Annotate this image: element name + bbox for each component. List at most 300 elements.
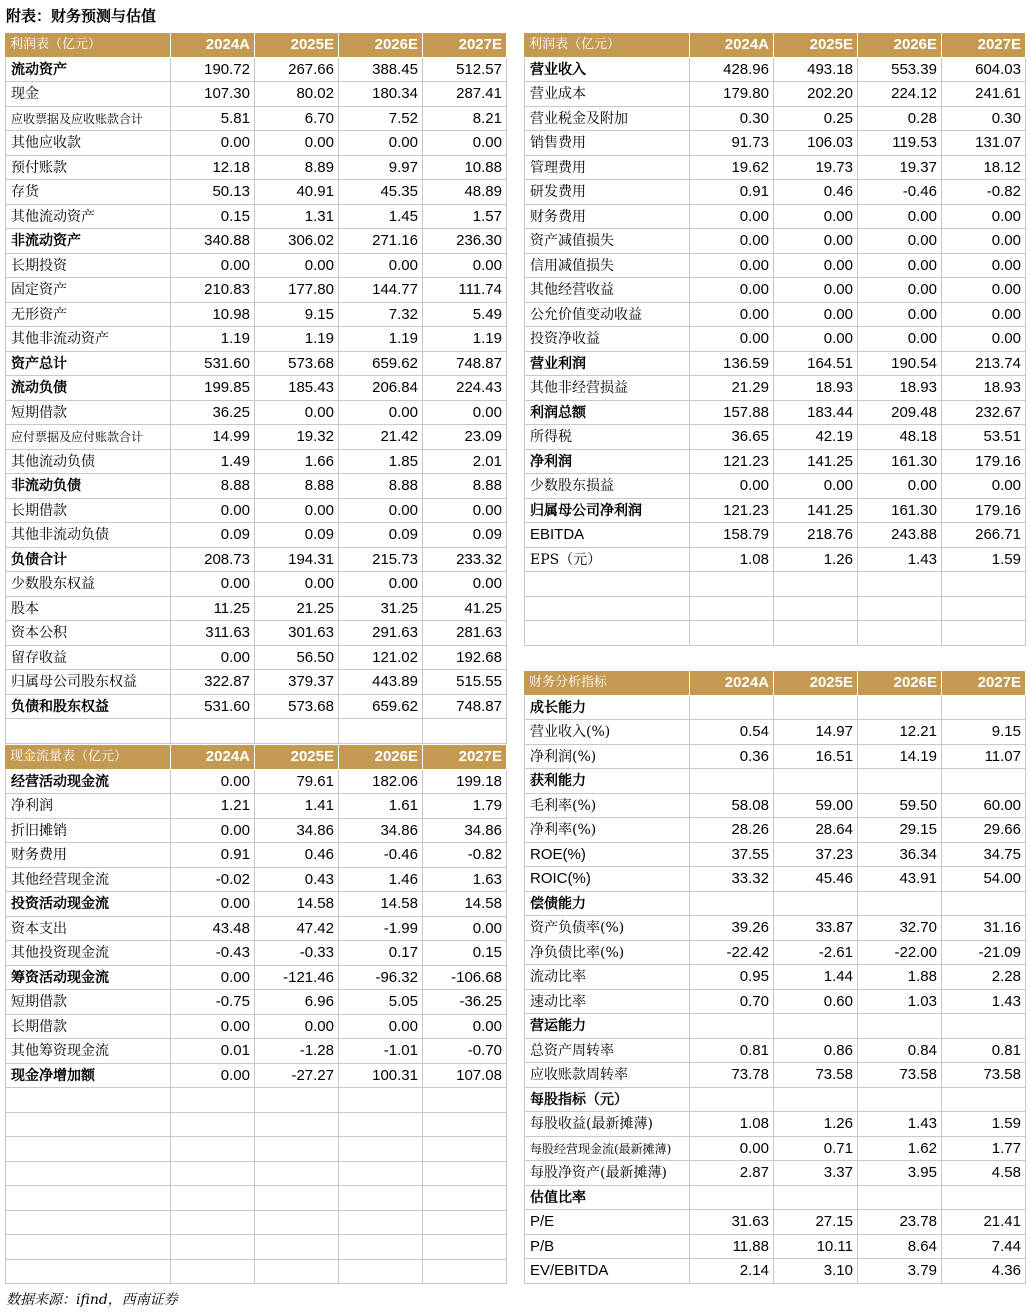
cf-cell: -106.68 [423,966,507,991]
bs-cell: 8.88 [255,474,339,499]
rt-row [524,818,1026,843]
rt-row-label: 速动比率 [524,990,690,1015]
bs-cell: 6.70 [255,107,339,132]
bs-row-label [5,719,171,744]
bs-header-year: 2026E [339,33,423,58]
cf-cell: 100.31 [339,1064,423,1089]
is-cell: 0.00 [774,229,858,254]
cf-row [5,843,507,868]
cf-row [5,917,507,942]
is-cell: 19.73 [774,156,858,181]
rt-cell [690,1186,774,1211]
is-header-year: 2025E [774,33,858,58]
rt-row-label: 资产负债率(%) [524,916,690,941]
is-cell: 179.16 [942,499,1026,524]
cf-row-label [5,1088,171,1113]
rt-row-label: 营业收入(%) [524,720,690,745]
bs-cell: 194.31 [255,548,339,573]
is-row-label: 财务费用 [524,205,690,230]
rt-cell: -22.42 [690,941,774,966]
cf-cell: 6.96 [255,990,339,1015]
is-row-label: 营业收入 [524,58,690,83]
bs-row-label: 其他非流动负债 [5,523,171,548]
bs-header-year: 2025E [255,33,339,58]
is-cell: 190.54 [858,352,942,377]
bs-cell: 0.00 [171,499,255,524]
bs-row-label: 其他流动资产 [5,205,171,230]
bs-cell: 0.15 [171,205,255,230]
cf-row-label: 折旧摊销 [5,819,171,844]
is-cell: 42.19 [774,425,858,450]
rt-row-label: 总资产周转率 [524,1039,690,1064]
bs-cell: 177.80 [255,278,339,303]
bs-cell: 748.87 [423,352,507,377]
is-cell: 0.00 [858,254,942,279]
bs-cell: 0.00 [339,401,423,426]
is-cell: 48.18 [858,425,942,450]
rt-cell: 1.08 [690,1112,774,1137]
rt-cell [774,696,858,721]
is-cell: 0.00 [690,327,774,352]
is-row-label: 研发费用 [524,180,690,205]
bs-row [5,58,507,83]
rt-cell: 12.21 [858,720,942,745]
rt-row-label: 应收账款周转率 [524,1063,690,1088]
rt-row-label: 获利能力 [524,769,690,794]
is-cell: 161.30 [858,450,942,475]
cf-row [5,1211,507,1236]
bs-cell: 236.30 [423,229,507,254]
rt-cell [858,696,942,721]
cf-cell: 107.08 [423,1064,507,1089]
bs-cell: 1.66 [255,450,339,475]
bs-cell: 7.32 [339,303,423,328]
is-row [524,548,1026,573]
is-cell: 0.00 [690,254,774,279]
bs-cell: 1.85 [339,450,423,475]
rt-row [524,892,1026,917]
cf-header-title: 现金流量表（亿元） [5,745,171,770]
bs-row [5,327,507,352]
rt-cell: 73.58 [942,1063,1026,1088]
bs-cell: 311.63 [171,621,255,646]
cf-cell [255,1235,339,1260]
bs-cell: 1.19 [171,327,255,352]
source-note: 数据来源：ifind，西南证券 [6,1292,178,1308]
bs-cell: 281.63 [423,621,507,646]
is-cell: 0.00 [942,474,1026,499]
cf-cell: 0.15 [423,941,507,966]
bs-row-label: 无形资产 [5,303,171,328]
cf-row [5,892,507,917]
rt-cell [774,769,858,794]
rt-row [524,916,1026,941]
cf-cell: 1.61 [339,794,423,819]
cf-cell [171,1186,255,1211]
is-cell: 19.37 [858,156,942,181]
is-row [524,180,1026,205]
cf-row [5,1162,507,1187]
is-cell: 604.03 [942,58,1026,83]
cf-cell [339,1137,423,1162]
bs-cell: 111.74 [423,278,507,303]
bs-cell: 41.25 [423,597,507,622]
cf-row-label: 筹资活动现金流 [5,966,171,991]
bs-cell: 8.88 [423,474,507,499]
bs-row [5,719,507,744]
bs-cell: 0.00 [255,254,339,279]
is-cell: 0.00 [858,229,942,254]
bs-row [5,205,507,230]
bs-cell: 199.85 [171,376,255,401]
cf-cell: -121.46 [255,966,339,991]
bs-cell: 379.37 [255,670,339,695]
cf-cell [171,1235,255,1260]
bs-cell: 1.57 [423,205,507,230]
bs-cell: 531.60 [171,352,255,377]
bs-row-label: 负债合计 [5,548,171,573]
bs-cell: 19.32 [255,425,339,450]
is-header-row [524,33,1026,58]
cf-cell: -0.70 [423,1039,507,1064]
rt-header-year: 2027E [942,671,1026,696]
rt-row [524,769,1026,794]
cf-row-label [5,1186,171,1211]
rt-cell: -2.61 [774,941,858,966]
cf-cell: 0.17 [339,941,423,966]
rt-cell: 0.00 [690,1137,774,1162]
is-row [524,254,1026,279]
rt-cell [942,696,1026,721]
is-row [524,450,1026,475]
is-cell: 266.71 [942,523,1026,548]
rt-row [524,867,1026,892]
cf-row-label: 财务费用 [5,843,171,868]
is-cell [690,572,774,597]
rt-cell: 0.84 [858,1039,942,1064]
bs-header-year: 2027E [423,33,507,58]
bs-row [5,352,507,377]
is-cell [942,597,1026,622]
rt-cell: 33.87 [774,916,858,941]
rt-row-label: 每股指标（元） [524,1088,690,1113]
cf-cell: -0.33 [255,941,339,966]
rt-row [524,1259,1026,1284]
bs-cell: 322.87 [171,670,255,695]
is-cell: 0.00 [942,303,1026,328]
is-cell: 553.39 [858,58,942,83]
cf-cell: 199.18 [423,770,507,795]
is-cell: 0.00 [858,327,942,352]
bs-cell: 48.89 [423,180,507,205]
is-cell: 0.00 [774,327,858,352]
is-cell: 18.93 [942,376,1026,401]
rt-row [524,1186,1026,1211]
bs-cell: 7.52 [339,107,423,132]
rt-row-label: 每股净资产(最新摊薄) [524,1161,690,1186]
bs-cell: 0.00 [339,254,423,279]
is-cell: 213.74 [942,352,1026,377]
rt-row-label: 每股收益(最新摊薄) [524,1112,690,1137]
is-cell [774,597,858,622]
is-cell: 18.12 [942,156,1026,181]
bs-row-label: 预付账款 [5,156,171,181]
rt-row-label: P/B [524,1235,690,1260]
bs-row-label: 存货 [5,180,171,205]
cf-row [5,1039,507,1064]
is-row [524,278,1026,303]
bs-cell: 50.13 [171,180,255,205]
is-cell: 18.93 [858,376,942,401]
cf-cell [339,1113,423,1138]
rt-cell: 45.46 [774,867,858,892]
rt-cell: 1.43 [942,990,1026,1015]
rt-cell: -22.00 [858,941,942,966]
bs-cell [423,719,507,744]
bs-cell: 0.00 [423,499,507,524]
cf-row [5,990,507,1015]
is-cell: 18.93 [774,376,858,401]
bs-cell: 121.02 [339,646,423,671]
bs-cell: 0.00 [171,646,255,671]
rt-cell: 14.97 [774,720,858,745]
rt-cell: 11.88 [690,1235,774,1260]
is-cell [942,621,1026,646]
bs-cell: 659.62 [339,695,423,720]
cf-row [5,941,507,966]
bs-row [5,425,507,450]
is-cell: 493.18 [774,58,858,83]
bs-cell: 287.41 [423,82,507,107]
bs-row [5,621,507,646]
cf-cell: 0.01 [171,1039,255,1064]
is-cell: 0.00 [858,303,942,328]
is-cell: 0.46 [774,180,858,205]
is-cell: 0.00 [774,474,858,499]
is-row [524,205,1026,230]
is-row-label: 投资净收益 [524,327,690,352]
income-statement-table [524,33,1026,646]
rt-cell: 37.55 [690,843,774,868]
rt-row [524,1210,1026,1235]
bs-cell: 267.66 [255,58,339,83]
bs-row [5,254,507,279]
bs-cell: 12.18 [171,156,255,181]
rt-cell [774,1186,858,1211]
bs-header-year: 2024A [171,33,255,58]
rt-cell: 2.87 [690,1161,774,1186]
is-row-label [524,621,690,646]
is-cell: 0.00 [774,205,858,230]
bs-cell: 0.00 [423,131,507,156]
bs-row [5,597,507,622]
cf-cell: 0.00 [255,1015,339,1040]
cf-cell [171,1137,255,1162]
bs-cell: 0.00 [171,254,255,279]
bs-row-label: 归属母公司股东权益 [5,670,171,695]
cf-cell [255,1113,339,1138]
cf-row-label: 投资活动现金流 [5,892,171,917]
is-cell: 158.79 [690,523,774,548]
cf-cell [255,1186,339,1211]
rt-cell: 73.78 [690,1063,774,1088]
bs-cell: 8.21 [423,107,507,132]
bs-cell: 0.00 [255,572,339,597]
cf-cell: 5.05 [339,990,423,1015]
is-cell: 232.67 [942,401,1026,426]
bs-cell: 190.72 [171,58,255,83]
bs-cell: 531.60 [171,695,255,720]
is-cell: 428.96 [690,58,774,83]
is-cell: 1.59 [942,548,1026,573]
bs-cell: 1.49 [171,450,255,475]
is-cell [858,597,942,622]
is-row-label: 归属母公司净利润 [524,499,690,524]
bs-header-row [5,33,507,58]
is-row [524,327,1026,352]
bs-cell: 0.00 [255,131,339,156]
cf-cell [423,1186,507,1211]
is-cell: 0.00 [942,254,1026,279]
rt-cell: 1.59 [942,1112,1026,1137]
bs-cell: 8.88 [339,474,423,499]
rt-cell [690,892,774,917]
cf-row-label: 净利润 [5,794,171,819]
cf-cell: 79.61 [255,770,339,795]
bs-cell: 271.16 [339,229,423,254]
bs-cell: 14.99 [171,425,255,450]
rt-header-year: 2025E [774,671,858,696]
rt-row-label: 净利润(%) [524,745,690,770]
rt-cell [942,1088,1026,1113]
cf-row-label: 其他投资现金流 [5,941,171,966]
rt-cell: 1.44 [774,965,858,990]
cf-cell [339,1260,423,1285]
bs-row [5,82,507,107]
bs-row [5,376,507,401]
cf-cell [255,1137,339,1162]
cf-cell [423,1211,507,1236]
cf-cell: -0.02 [171,868,255,893]
bs-cell: 208.73 [171,548,255,573]
bs-row-label: 资产总计 [5,352,171,377]
cf-row [5,1260,507,1285]
rt-cell: 1.62 [858,1137,942,1162]
rt-row-label: 每股经营现金流(最新摊薄) [524,1137,690,1162]
rt-cell: 73.58 [858,1063,942,1088]
is-cell: 21.29 [690,376,774,401]
is-row-label: 营业成本 [524,82,690,107]
bs-cell: 40.91 [255,180,339,205]
rt-row-label: 成长能力 [524,696,690,721]
bs-cell: 5.49 [423,303,507,328]
cf-cell [171,1211,255,1236]
bs-row-label: 资本公积 [5,621,171,646]
rt-cell [858,1186,942,1211]
rt-cell: 16.51 [774,745,858,770]
bs-cell: 10.88 [423,156,507,181]
cf-row-label [5,1137,171,1162]
is-row-label: 净利润 [524,450,690,475]
bs-cell: 21.25 [255,597,339,622]
cf-header-year: 2026E [339,745,423,770]
rt-cell [690,1014,774,1039]
bs-row-label: 股本 [5,597,171,622]
rt-cell: 1.43 [858,1112,942,1137]
is-row [524,107,1026,132]
is-cell [858,572,942,597]
is-cell: 0.00 [690,205,774,230]
bs-cell: 0.00 [171,131,255,156]
bs-cell: 301.63 [255,621,339,646]
cf-row-label: 经营活动现金流 [5,770,171,795]
is-row-label: 其他经营收益 [524,278,690,303]
rt-cell: 60.00 [942,794,1026,819]
rt-cell: 27.15 [774,1210,858,1235]
cf-cell: 34.86 [255,819,339,844]
is-cell: 141.25 [774,499,858,524]
rt-header-year: 2026E [858,671,942,696]
rt-cell: 8.64 [858,1235,942,1260]
rt-cell: 0.54 [690,720,774,745]
bs-row [5,670,507,695]
bs-row-label: 短期借款 [5,401,171,426]
rt-cell: 0.60 [774,990,858,1015]
is-row [524,425,1026,450]
is-cell [858,621,942,646]
is-header-title: 利润表（亿元） [524,33,690,58]
is-cell: 0.00 [774,303,858,328]
rt-cell: 0.36 [690,745,774,770]
bs-cell: 80.02 [255,82,339,107]
rt-cell: 0.71 [774,1137,858,1162]
cf-cell [171,1162,255,1187]
cf-cell: 0.91 [171,843,255,868]
rt-cell [690,696,774,721]
is-row [524,401,1026,426]
bs-row [5,303,507,328]
cf-row [5,966,507,991]
cf-row-label: 其他筹资现金流 [5,1039,171,1064]
rt-cell [942,1186,1026,1211]
cf-cell: -27.27 [255,1064,339,1089]
cf-row-label [5,1235,171,1260]
is-cell: 19.62 [690,156,774,181]
is-cell: 0.30 [690,107,774,132]
cf-cell [171,1088,255,1113]
is-row [524,352,1026,377]
rt-cell: 1.77 [942,1137,1026,1162]
is-row-label: 营业利润 [524,352,690,377]
cf-row-label [5,1113,171,1138]
rt-cell: 59.50 [858,794,942,819]
is-cell: 202.20 [774,82,858,107]
is-row-label: 信用减值损失 [524,254,690,279]
cf-row [5,1235,507,1260]
is-cell: -0.46 [858,180,942,205]
rt-cell: 21.41 [942,1210,1026,1235]
cf-row [5,1113,507,1138]
cf-cell [339,1088,423,1113]
bs-cell: 340.88 [171,229,255,254]
cf-cell [255,1260,339,1285]
cf-row [5,1015,507,1040]
bs-cell: 573.68 [255,352,339,377]
cf-cell: -0.46 [339,843,423,868]
cf-cell [255,1088,339,1113]
cf-cell: 1.63 [423,868,507,893]
is-cell: 0.28 [858,107,942,132]
